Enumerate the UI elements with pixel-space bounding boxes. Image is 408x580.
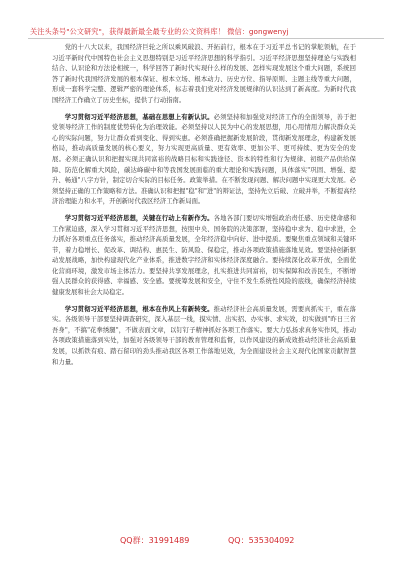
footer-qq-group: QQ群：31991489 (120, 536, 190, 545)
paragraph-intro (52, 43, 356, 107)
page-header (0, 0, 408, 40)
header-notice: 关注头条号"公文研究"，获得最新最全最专业的公文资料库！ 微信：gongwenyj (30, 27, 289, 36)
paragraph-text: 必须坚持和加强党对经济工作的全面领导，善于把党领导经济工作的制度优势转化为治理效能。必须坚持以人民为中心的发展思想，用心用情用力解决群众关心的实际问题，努力让群众看到变化、得到实惠。必须准确把握新发展阶段，贯彻新发展理念，构建新发展格局，推动高质量发展的核心要义，努力实现更高质量、更有效率、更加公平、更可持续、更为安全的发展。必须正确认识和把握实现共同富裕的战略目标和实践途径、资本的特性和行为规律、初级产品供给保障、防范化解重大风险，碳达峰碳中和等我国发展面临的重大理论和实践问题，具体落实"巩固、增强、提升、畅通"八字方针，制定切合实际的目标任务。政策举措。在不断发现问题、解决问题中实现更大发展。必须坚持正确的工作策略和方法。准确认识和把握"稳"和"进"的辩证法，坚持先立后破、立破并举，不断提高经济治理能力和水平，开创新时代我区经济工作新局面。 (52, 113, 356, 206)
paragraph-text: 各地各部门要切实增强政治责任感、历史使命感和工作紧迫感，深入学习贯彻习近平经济思想，按照中央、国务院的决策部署，坚持稳中求为、稳中求进，全力抓好各项重点任务落实，推动经济高质量发展，全年经济稳中向好、进中提质。要聚焦重点领域和关键环节，着力稳增长、促改革、调结构、惠民生、防风险、保稳定，推动各项政策措施落地见效。要坚持创新驱动发展战略，加快构建现代化产业体系，推进数字经济和实体经济深度融合。要持续深化改革开放，全面优化营商环境，激发市场主体活力。要坚持共享发展理念，扎实推进共同富裕，切实保障和改善民生，不断增强人民群众的获得感、幸福感、安全感。要统筹发展和安全，守住不发生系统性风险的底线，确保经济持续健康发展和社会大局稳定。 (52, 214, 356, 297)
paragraph-text: 推动经济社会高质量发展，需要真抓实干，重在落实。各级领导干部要坚持调查研究，深入基层一线，摸实情、出实招、办实事、求实效，切实做到"昨日三省吾身"，不搞"花拳绣腿"，不做表面文章，以钉钉子精神抓好各项工作落实。要大力弘扬求真务实作风，推动各项政策措施落到实处，加强对各级领导干部的教育管理和监督，以作风建设的新成效推动经济社会高质量发展，以抓铁有痕、踏石留印的劲头推动我区各项工作落地见效，为全面建设社会主义现代化国家贡献智慧和力量。 (52, 305, 356, 366)
paragraph-style (52, 305, 356, 369)
paragraph-lead: 学习贯彻习近平经济思想，根本在作风上有新转变。 (64, 305, 214, 313)
footer-qq-number: QQ：535304092 (228, 536, 295, 545)
document-body (52, 43, 356, 368)
page-footer (0, 533, 408, 553)
paragraph-lead: 学习贯彻习近平经济思想，基础在思想上有新认识。 (64, 113, 214, 121)
header-divider (28, 38, 384, 39)
paragraph-action (52, 214, 356, 299)
paragraph-thinking (52, 113, 356, 208)
paragraph-text: 党的十八大以来，我国经济巨轮之所以乘风破浪、开拓前行，根本在于习近平总书记的掌舵领航，在于习近平新时代中国特色社会主义思想特别是习近平经济思想的科学指引。习近平经济思想坚持理论与实践相结合、认识论和方法论相统一，科学回答了新时代实现什么样的发展、怎样实现发展这个重大问题，系统回答了新时代我国经济发展的根本保证、根本立场、根本动力、历史方位、指导原则、主题主线等重大问题，形成一套科学完整、逻辑严密的理论体系，标志着我们党对经济发展规律的认识达到了新高度。为新时代我国经济工作确立了历史坐标，提供了行动指南。 (52, 44, 356, 104)
paragraph-lead: 学习贯彻习近平经济思想，关键在行动上有新作为。 (64, 214, 214, 222)
